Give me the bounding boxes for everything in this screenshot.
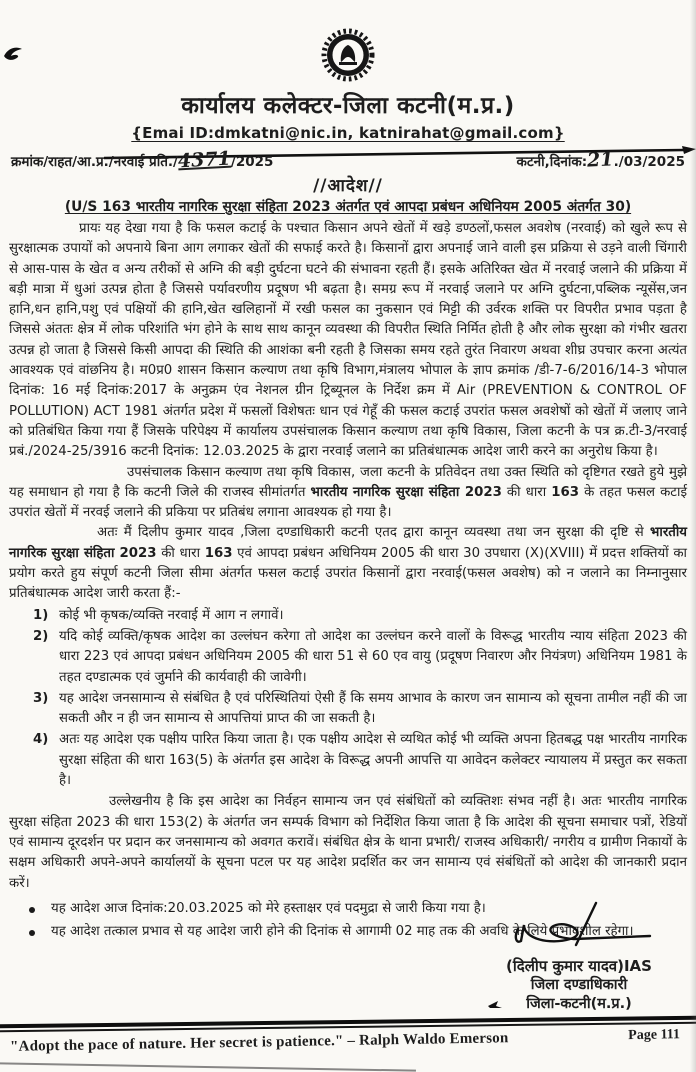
paragraph-3-text: एवं आपदा प्रबंधन अधिनियम 2005 की धारा 30 उपधारा (X)(XVIII) में प्रदत्त शक्तियों का प्रयोग करते हुय संपूर्ण कटनी जिला सीमा अंतर्गत फसल कटाई उपरांत किसानों द्वारा नरवाई(फसल अवशेष) को न जलाने का निम्नानुसार प्रतिबंधात्मक आदेश जारी करता हैं:- [9, 545, 687, 602]
page-number: Page 111 [628, 1027, 681, 1044]
act-name-bold: भारतीय नागरिक सुरक्षा संहिता 2023 [310, 484, 502, 500]
clause-text: यह आदेश जनसामान्य से संबंधित है एवं परिस्थितियां ऐसी हैं कि समय आभाव के कारण जन सामान्य को सूचना तामील नहीं की जा सकती और न ही जन सामान्य से आपत्तियां प्राप्त की जा सकती है। [59, 690, 687, 727]
date-day-handwritten: 21 [586, 148, 615, 172]
mp-state-emblem-icon [321, 67, 375, 86]
act-name-bold: भारतीय नागरिक सुरक्षा संहिता 2023 [9, 525, 687, 561]
pen-arrow-mark-icon [488, 998, 502, 1017]
order-heading: //आदेश// [313, 176, 383, 196]
office-email: {Emai ID:dmkatni@nic.in, katnirahat@gmail.com} [131, 124, 565, 142]
clause-text: यदि कोई व्यक्ति/कृषक आदेश का उल्लंघन करेगा तो आदेश का उल्लंघन करने वालों के विरूद्ध भारतीय न्याय संहिता 2023 की धारा 223 एवं आपदा प्रबंधन अधिनियम 2005 की धारा 51 से 60 एव वायु (प्रदूषण निवारण और नियंत्रण) अधिनियम 1981 के तहत दण्डात्मक एवं जुर्माने की कार्यवाही की जावेगी। [59, 628, 687, 685]
paragraph-2-text: के तहत फसल कटाई उपरांत खेतों में नरवई जलाने की प्रकिया पर प्रतिबंध लगाना आवश्यक हो गया है। [9, 484, 687, 521]
paragraph-3-text: अतः मैं दिलीप कुमार यादव ,जिला दण्डाधिकारी कटनी एतद द्वारा कानून व्यवस्था तथा जन सुरक्षा की दृष्टि से [97, 525, 651, 541]
office-title: कार्यालय कलेक्टर-जिला कटनी(म.प्र.) [181, 93, 515, 119]
signatory-district-label: जिला-कटनी(म.प्र.) [526, 996, 632, 1012]
paragraph-3-text: की धारा [156, 545, 205, 561]
order-paragraph-4: उल्लेखनीय है कि इस आदेश का निर्वहन सामान्य जन एवं संबंधितों को व्यक्तिशः संभव नहीं है। अतः भारतीय नागरिक सुरक्षा संहिता 2023 की धारा 153(2) के अंतर्गत जन सम्पर्क विभाग को निर्देशित किया जाता है कि आदेश की सूचना समाचार पत्रों, रेडियों एवं सामान्य दूरदर्शन पर प्रदान कर जनसामान्य को अवगत करावें। संबंधित क्षेत्र के थाना प्रभारी/ राजस्व अधिकारी/ नगरीय व ग्रामीण निकायों के सक्षम अधिकारी अपने-अपने कार्यालयों के सूचना पटल पर यह आदेश प्रदर्शित कर जन सामान्य एवं संबंधितों को आदेश की जानकारी प्रदान करें। [9, 794, 687, 891]
footer-scan-line [0, 1062, 416, 1071]
signature-block [504, 901, 654, 1014]
signatory-designation: जिला दण्डाधिकारी [530, 977, 628, 993]
letterhead [9, 28, 687, 86]
clause-number: 2) [33, 628, 49, 644]
date-prefix: कटनी,दिनांक: [516, 154, 588, 170]
issuance-note-1: यह आदेश आज दिनांक:20.03.2025 को मेरे हस्ताक्षर एवं पदमुद्रा से जारी किया गया है। [9, 899, 687, 919]
footer-quote: "Adopt the pace of nature. Her secret is patience." – Ralph Waldo Emerson [9, 1030, 509, 1055]
scan-ink-mark-icon [2, 44, 28, 70]
clause-number: 3) [33, 690, 49, 706]
issuance-note-2: यह आदेश तत्काल प्रभाव से यह आदेश जारी होने की दिनांक से आगामी 02 माह तक की अवधि के लिये प्रभावशील रहेगा। [9, 922, 687, 942]
reference-number-handwritten: 4371 [177, 147, 232, 173]
clause-number: 1) [33, 607, 49, 623]
signatory-name: (दिलीप कुमार यादव)IAS [506, 957, 652, 975]
reference-year: /2025 [230, 154, 274, 170]
clause-text: कोई भी कृषक/व्यक्ति नरवाई में आग न लगावें। [59, 607, 284, 623]
order-clause-4 [9, 730, 687, 791]
order-clause-1 [9, 606, 687, 626]
statute-subject-line: (U/S 163 भारतीय नागरिक सुरक्षा संहिता 2023 अंतर्गत एवं आपदा प्रबंधन अधिनियम 2005 अंतर्गत 30) [64, 199, 632, 215]
signatory-district [504, 995, 654, 1014]
order-paragraph-2 [9, 463, 687, 524]
paragraph-2-text: उपसंचालक किसान कल्याण तथा कृषि विकास, जला कटनी के प्रतिवेदन तथा उक्त स्थिति को दृष्टिगत रखते हुये मुझे यह समाधान हो गया है कि कटनी जिले की राजस्व सीमांतर्गत [9, 464, 687, 500]
order-clause-3 [9, 689, 687, 730]
handwritten-signature-icon [504, 938, 654, 957]
order-clause-2 [9, 627, 687, 688]
section-number-bold: 163 [204, 545, 233, 561]
page-footer [0, 1020, 696, 1072]
clause-text: अतः यह आदेश एक पक्षीय पारित किया जाता है। एक पक्षीय आदेश से व्यथित कोई भी व्यक्ति अपना हितबद्ध पक्ष भारतीय नागरिक सुरक्षा संहिता की धारा 163(5) के अंतर्गत इस आदेश के विरूद्ध अपनी आपत्ति या आवेदन कलेक्टर न्यायालय में प्रस्तुत कर सकता है। [59, 732, 687, 789]
order-paragraph-1: प्रायः यह देखा गया है कि फसल कटाई के पश्चात किसान अपने खेतों में खड़े डण्ठलों,फसल अवशेष (नरवाई) को खुले रूप से सुरक्षात्मक उपायों को अपनाये बिना आग लगाकर खेतों की सफाई करते है। किसानों द्वारा अपनाई जाने वाली इस प्रक्रिया से उड़ने वाली चिंगारी से आस-पास के खेत व अन्य तरीकों से अग्नि की बड़ी दुर्घटना घटने की संभावना रहती हैं। इसके अतिरिक्त खेत में नरवाई जलाने की प्रक्रिया में बड़ी मात्रा में धुआं उत्पन्न होता है जिससे पर्यावरणीय प्रदूषण भी बढ़ता है। समग्र रूप में नरवाई जलाने पर अग्नि दुर्घटना,पब्लिक न्यूसेंस,जन हानि,धन हानि,पशु एवं पक्षियों की हानि,खेत खलिहानों में रखी फसल का नुकसान एवं मिट्टी की उर्वरक शक्ति पर विपरीत प्रभाव पड़ता है जिससे अंततः क्षेत्र में लोक परिशांति भंग होने के साथ साथ कानून व्यवस्था की विपरीत स्थिति निर्मित होती है और लोक सुरक्षा को गंभीर खतरा उत्पन्न हो जाता है जिससे किसी आपदा की स्थिति की आशंका बनी रहती है जिसका समय रहते तुरंत निवारण अथवा शीघ्र उपचार करना अत्यंत आवश्यक एवं वांछनिय है। म0प्र0 शासन किसान कल्याण तथा कृषि विभाग,मंत्रालय भोपाल के ज्ञाप क्रमांक /डी-7-6/2016/14-3 भोपाल दिनांक: 16 मई दिनांक:2017 के अनुक्रम एंव नेशनल ग्रीन ट्रिब्यूनल के निर्देश क्रम में Air (PREVENTION & CONTROL OF POLLUTION) ACT 1981 अंतर्गत प्रदेश में फसलों विशेषतः धान एवं गेहूँ की फसल कटाई उपरांत फसल अवशेषों को खेतों में जलाए जाने को प्रतिबंधित किया गया हैं जिसके परिपेक्ष्य में कार्यालय उपसंचालक किसान कल्याण तथा कृषि विकास, जिला कटनी के पत्र क्र.टी-3/नरवाई प्रबं./2024-25/3916 कटनी दिनांक: 12.03.2025 के द्वारा नरवाई जलाने का प्रतिबंधात्मक आदेश जारी करने का अनुरोध किया है। [9, 221, 687, 460]
reference-prefix: क्रमांक/राहत/आ.प्र./नरवाई प्रति./ [11, 154, 178, 170]
section-number-bold: 163 [551, 484, 580, 500]
paragraph-2-text: की धारा [501, 484, 552, 500]
place-and-date [516, 148, 685, 172]
date-rest: ./03/2025 [613, 154, 685, 170]
clause-number: 4) [33, 732, 49, 748]
order-clauses [9, 606, 687, 792]
order-paragraph-3 [9, 523, 687, 604]
reference-number [11, 147, 274, 173]
